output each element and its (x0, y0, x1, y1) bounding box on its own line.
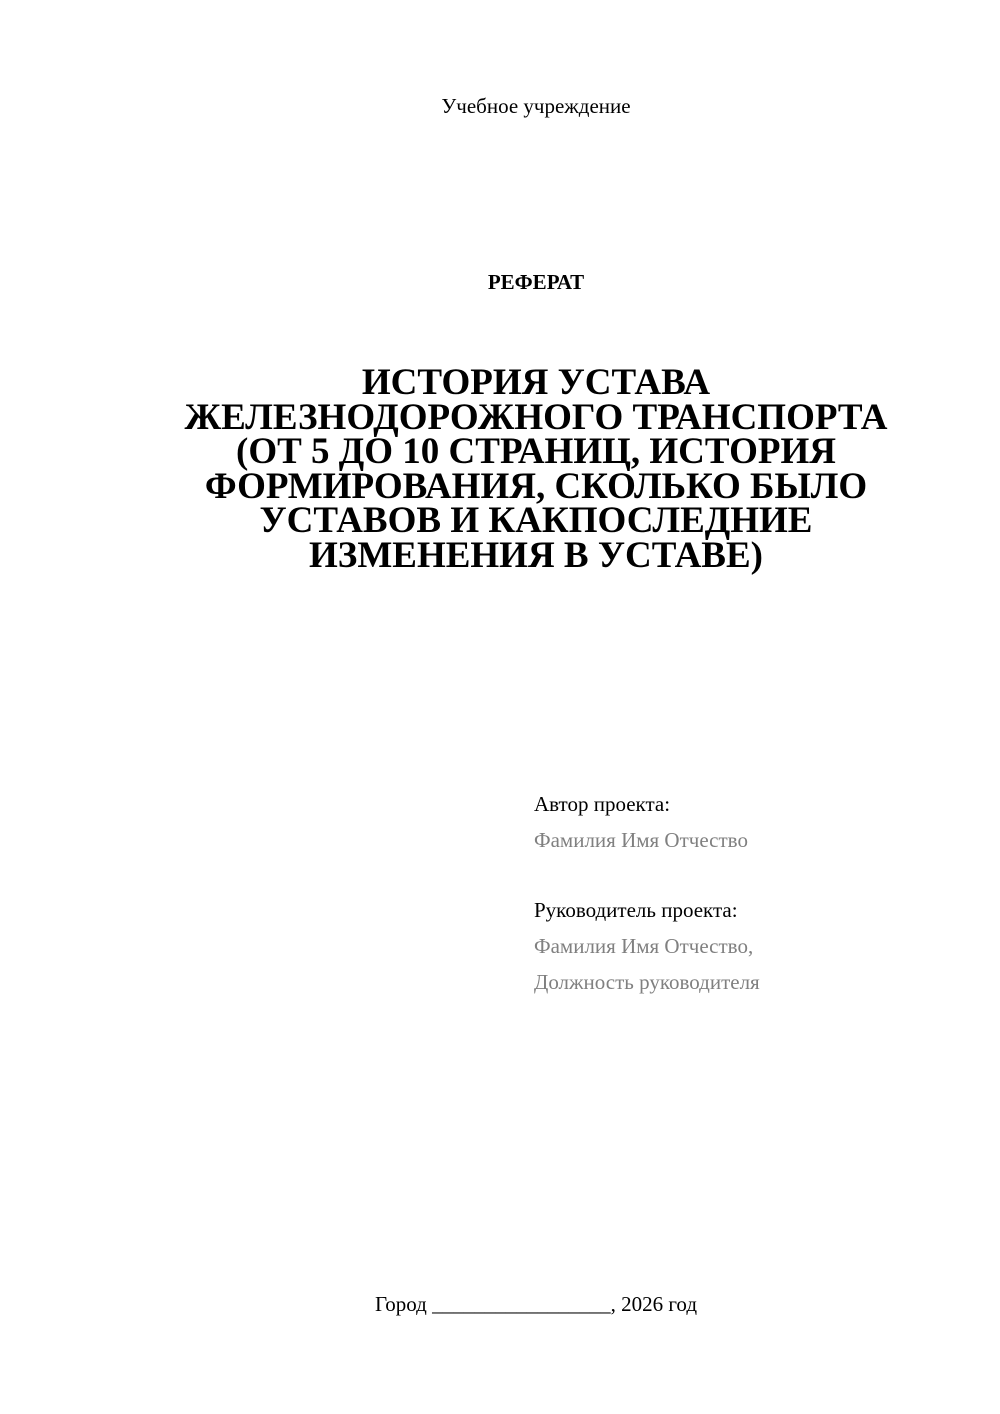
supervisor-label: Руководитель проекта: (534, 898, 738, 922)
title-line: УСТАВОВ И КАКПОСЛЕДНИЕ (259, 500, 813, 541)
author-label: Автор проекта: (534, 792, 671, 816)
institution-name: Учебное учреждение (441, 94, 631, 118)
author-name: Фамилия Имя Отчество (534, 828, 748, 852)
supervisor-position: Должность руководителя (534, 970, 760, 994)
title-line: (ОТ 5 ДО 10 СТРАНИЦ, ИСТОРИЯ (236, 431, 836, 472)
project-people-block (534, 786, 974, 1000)
title-line: ЖЕЛЕЗНОДОРОЖНОГО ТРАНСПОРТА (184, 396, 888, 438)
supervisor-name: Фамилия Имя Отчество, (534, 934, 754, 958)
document-type: РЕФЕРАТ (487, 270, 585, 294)
spacer (534, 858, 974, 892)
title-line: ИЗМЕНЕНИЯ В УСТАВЕ) (309, 534, 763, 576)
document-title (120, 362, 952, 576)
title-line: ФОРМИРОВАНИЯ, СКОЛЬКО БЫЛО (204, 465, 868, 507)
title-line: ИСТОРИЯ УСТАВА (361, 362, 711, 403)
city-year-line: Город _________________, 2026 год (374, 1292, 698, 1316)
